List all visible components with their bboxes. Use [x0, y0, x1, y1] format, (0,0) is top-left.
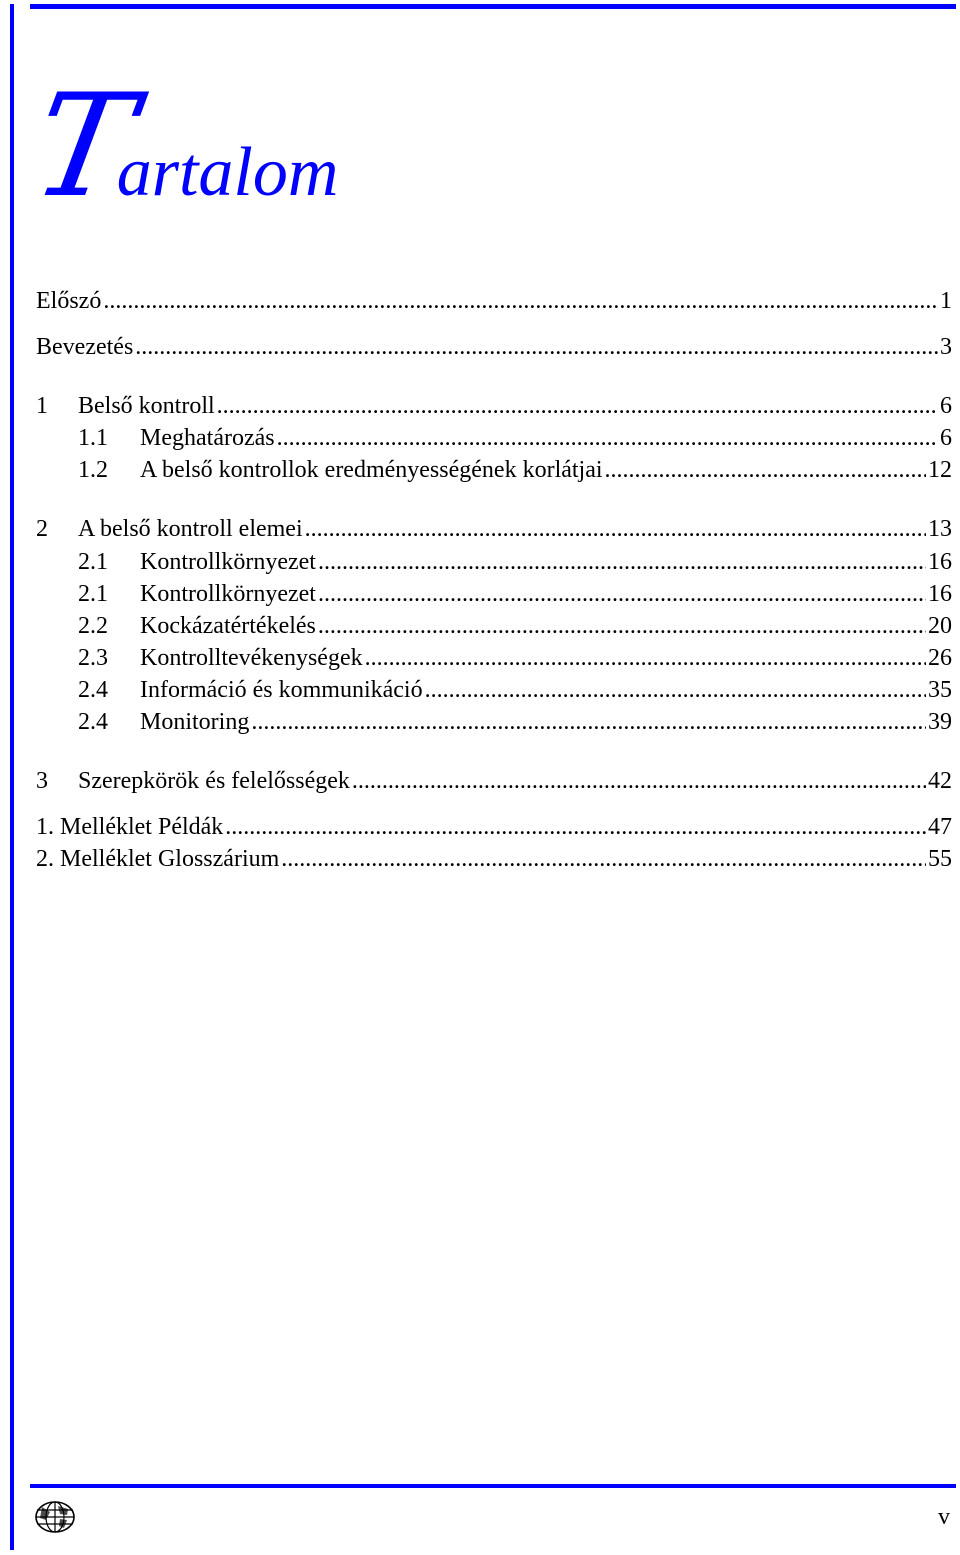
toc-entry-chapter-2[interactable] — [36, 513, 952, 545]
toc-entry-page: 47 — [928, 814, 952, 840]
toc-entry-page: 1 — [940, 288, 952, 314]
toc-entry-number: 2.3 — [78, 645, 108, 671]
toc-entry-page: 16 — [928, 549, 952, 575]
toc-entry-section-2-2[interactable] — [78, 610, 952, 642]
toc-entry-section-2-3[interactable] — [78, 642, 952, 674]
bottom-rule — [30, 1484, 956, 1488]
toc-entry-eloszo[interactable] — [36, 285, 952, 317]
toc-entry-section-1-2[interactable] — [78, 454, 952, 486]
toc-entry-text: 2. Melléklet Glosszárium — [36, 846, 280, 872]
toc-entry-text: Kontrollkörnyezet — [140, 581, 316, 607]
toc-leader-dots — [251, 706, 926, 738]
toc-leader-dots — [605, 454, 926, 486]
toc-entry-number: 1 — [36, 393, 48, 419]
toc-entry-text: Előszó — [36, 288, 102, 314]
globe-logo-icon — [34, 1500, 76, 1534]
toc-entry-page: 16 — [928, 581, 952, 607]
page-number: v — [938, 1504, 950, 1530]
top-rule — [30, 4, 956, 9]
toc-leader-dots — [225, 811, 926, 843]
title-initial: T — [21, 64, 146, 229]
toc-entry-bevezetes[interactable] — [36, 331, 952, 363]
toc-entry-text: Információ és kommunikáció — [140, 677, 423, 703]
toc-leader-dots — [365, 642, 926, 674]
toc-entry-page: 13 — [928, 516, 952, 542]
toc-leader-dots — [318, 610, 926, 642]
toc-entry-page: 35 — [928, 677, 952, 703]
toc-entry-number: 1.1 — [78, 425, 108, 451]
left-rule — [10, 4, 14, 1550]
toc-leader-dots — [217, 390, 938, 422]
toc-leader-dots — [352, 765, 926, 797]
toc-entry-number: 2 — [36, 516, 48, 542]
page-title — [21, 64, 339, 229]
toc-entry-text: A belső kontroll elemei — [78, 516, 303, 542]
title-rest: artalom — [116, 134, 339, 211]
toc-entry-text: Kockázatértékelés — [140, 613, 316, 639]
toc-entry-text: Kontrollkörnyezet — [140, 549, 316, 575]
toc-entry-text: Kontrolltevékenységek — [140, 645, 363, 671]
toc-entry-text: 1. Melléklet Példák — [36, 814, 224, 840]
toc-entry-section-2-1-repeat[interactable] — [78, 578, 952, 610]
toc-entry-chapter-3[interactable] — [36, 765, 952, 797]
toc-entry-section-1-1[interactable] — [78, 422, 952, 454]
toc-leader-dots — [425, 674, 926, 706]
toc-entry-page: 6 — [940, 393, 952, 419]
toc-entry-section-2-1[interactable] — [78, 546, 952, 578]
toc-entry-number: 3 — [36, 768, 48, 794]
toc-entry-page: 20 — [928, 613, 952, 639]
toc-entry-text: A belső kontrollok eredményességének korlátjai — [140, 457, 603, 483]
toc-entry-appendix-1[interactable] — [36, 811, 952, 843]
toc-leader-dots — [305, 513, 926, 545]
toc-entry-page: 3 — [940, 334, 952, 360]
toc-leader-dots — [318, 546, 926, 578]
toc-entry-number: 2.1 — [78, 581, 108, 607]
toc-entry-section-2-4-monitoring[interactable] — [78, 706, 952, 738]
toc-entry-section-2-4[interactable] — [78, 674, 952, 706]
toc-leader-dots — [318, 578, 926, 610]
toc-entry-page: 6 — [940, 425, 952, 451]
toc-entry-page: 39 — [928, 709, 952, 735]
toc-entry-text: Meghatározás — [140, 425, 275, 451]
toc-entry-text: Bevezetés — [36, 334, 134, 360]
toc-entry-number: 2.4 — [78, 677, 108, 703]
toc-entry-page: 26 — [928, 645, 952, 671]
toc-entry-number: 2.4 — [78, 709, 108, 735]
toc-entry-number: 2.1 — [78, 549, 108, 575]
toc-entry-appendix-2[interactable] — [36, 843, 952, 875]
toc-entry-page: 12 — [928, 457, 952, 483]
toc-leader-dots — [277, 422, 938, 454]
toc-entry-text: Belső kontroll — [78, 393, 215, 419]
toc-entry-text: Monitoring — [140, 709, 250, 735]
toc-entry-chapter-1[interactable] — [36, 390, 952, 422]
toc-entry-text: Szerepkörök és felelősségek — [78, 768, 350, 794]
toc-leader-dots — [135, 331, 938, 363]
toc-leader-dots — [281, 843, 926, 875]
toc-entry-number: 1.2 — [78, 457, 108, 483]
toc-entry-page: 42 — [928, 768, 952, 794]
toc-entry-number: 2.2 — [78, 613, 108, 639]
toc-entry-page: 55 — [928, 846, 952, 872]
toc-leader-dots — [103, 285, 938, 317]
